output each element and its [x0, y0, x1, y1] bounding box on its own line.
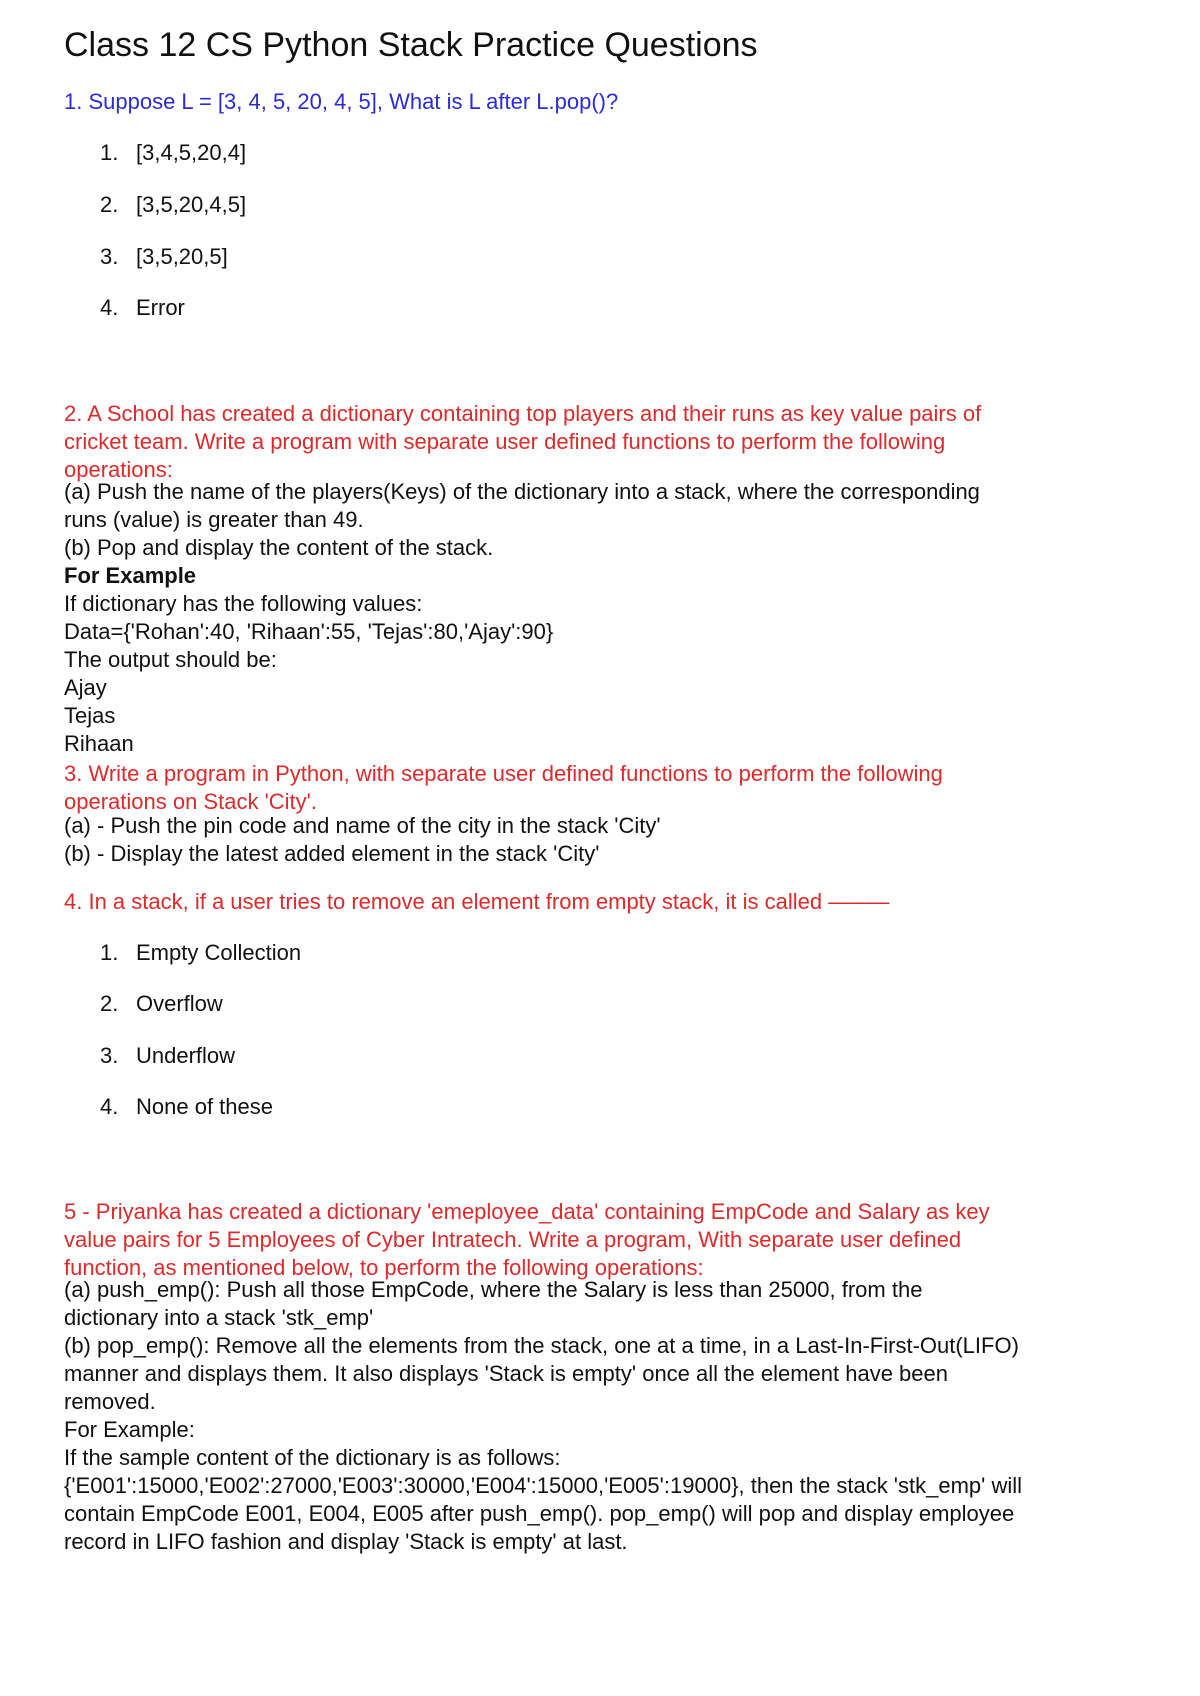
question-3-text	[64, 760, 943, 816]
question-5-text	[64, 1198, 990, 1282]
question-1-option-3: 3. [3,5,20,5]	[100, 244, 228, 269]
question-5-line: value pairs for 5 Employees of Cyber Intratech. Write a program, With separate user defined	[64, 1227, 962, 1252]
question-2-body-line: runs (value) is greater than 49.	[64, 507, 364, 532]
option-text: [3,5,20,4,5]	[136, 192, 247, 217]
question-1-option-1: 1. [3,4,5,20,4]	[100, 140, 247, 165]
question-5-body-line: contain EmpCode E001, E004, E005 after push_emp(). pop_emp() will pop and display employee	[64, 1501, 1015, 1526]
example-line: Rihaan	[64, 731, 134, 756]
question-5-body-line: record in LIFO fashion and display 'Stack is empty' at last.	[64, 1529, 628, 1554]
question-5-line: 5 - Priyanka has created a dictionary 'emeployee_data' containing EmpCode and Salary as key	[64, 1199, 990, 1224]
question-2-body	[64, 478, 980, 758]
question-1-option-2: 2. [3,5,20,4,5]	[100, 192, 247, 217]
option-text: Empty Collection	[136, 940, 302, 965]
page-title: Class 12 CS Python Stack Practice Questions	[64, 26, 758, 64]
example-line: Ajay	[64, 675, 107, 700]
option-text: Error	[136, 295, 185, 320]
question-3-line: 3. Write a program in Python, with separate user defined functions to perform the following	[64, 761, 943, 786]
question-2-line: operations:	[64, 457, 173, 482]
question-5-body-line: (a) push_emp(): Push all those EmpCode, where the Salary is less than 25000, from the	[64, 1277, 923, 1302]
question-1-option-4: 4. Error	[100, 295, 185, 320]
question-4-option-3: 3. Underflow	[100, 1043, 236, 1068]
option-text: [3,5,20,5]	[136, 244, 228, 269]
question-2-body-line: (b) Pop and display the content of the stack.	[64, 535, 494, 560]
question-2-text	[64, 400, 981, 484]
question-3-body-line: (b) - Display the latest added element in the stack 'City'	[64, 841, 600, 866]
question-5-body-line: (b) pop_emp(): Remove all the elements from the stack, one at a time, in a Last-In-First-Out(LIFO)	[64, 1333, 1019, 1358]
question-2-body-line: (a) Push the name of the players(Keys) of the dictionary into a stack, where the corresponding	[64, 479, 980, 504]
question-3-line: operations on Stack 'City'.	[64, 789, 317, 814]
option-text: Underflow	[136, 1043, 236, 1068]
question-4-option-4: 4. None of these	[100, 1094, 273, 1119]
option-text: Overflow	[136, 991, 223, 1016]
example-line: Tejas	[64, 703, 116, 728]
example-line: Data={'Rohan':40, 'Rihaan':55, 'Tejas':80,'Ajay':90}	[64, 619, 554, 644]
question-4-option-1: 1. Empty Collection	[100, 940, 302, 965]
example-line: The output should be:	[64, 647, 277, 672]
question-1-text: 1. Suppose L = [3, 4, 5, 20, 4, 5], What is L after L.pop()?	[64, 89, 619, 114]
question-3-body-line: (a) - Push the pin code and name of the city in the stack 'City'	[64, 813, 661, 838]
question-5-line: function, as mentioned below, to perform the following operations:	[64, 1255, 704, 1280]
question-5-body-line: dictionary into a stack 'stk_emp'	[64, 1305, 374, 1330]
question-4-option-2: 2. Overflow	[100, 991, 223, 1016]
question-5-body-line: If the sample content of the dictionary is as follows:	[64, 1445, 561, 1470]
question-5-body-line: {'E001':15000,'E002':27000,'E003':30000,'E004':15000,'E005':19000}, then the stack 'stk_emp' will	[64, 1473, 1023, 1498]
question-5-body	[64, 1276, 1022, 1556]
question-5-body-line: For Example:	[64, 1417, 195, 1442]
question-4-text: 4. In a stack, if a user tries to remove an element from empty stack, it is called –––––	[64, 889, 890, 914]
option-text: None of these	[136, 1094, 273, 1119]
example-line: If dictionary has the following values:	[64, 591, 423, 616]
question-2-line: 2. A School has created a dictionary containing top players and their runs as key value pairs of	[64, 401, 982, 426]
example-heading: For Example	[64, 563, 197, 588]
question-2-line: cricket team. Write a program with separate user defined functions to perform the following	[64, 429, 946, 454]
question-5-body-line: manner and displays them. It also displays 'Stack is empty' once all the element have been	[64, 1361, 948, 1386]
question-5-body-line: removed.	[64, 1389, 156, 1414]
option-text: [3,4,5,20,4]	[136, 140, 247, 165]
question-3-body	[64, 812, 661, 868]
